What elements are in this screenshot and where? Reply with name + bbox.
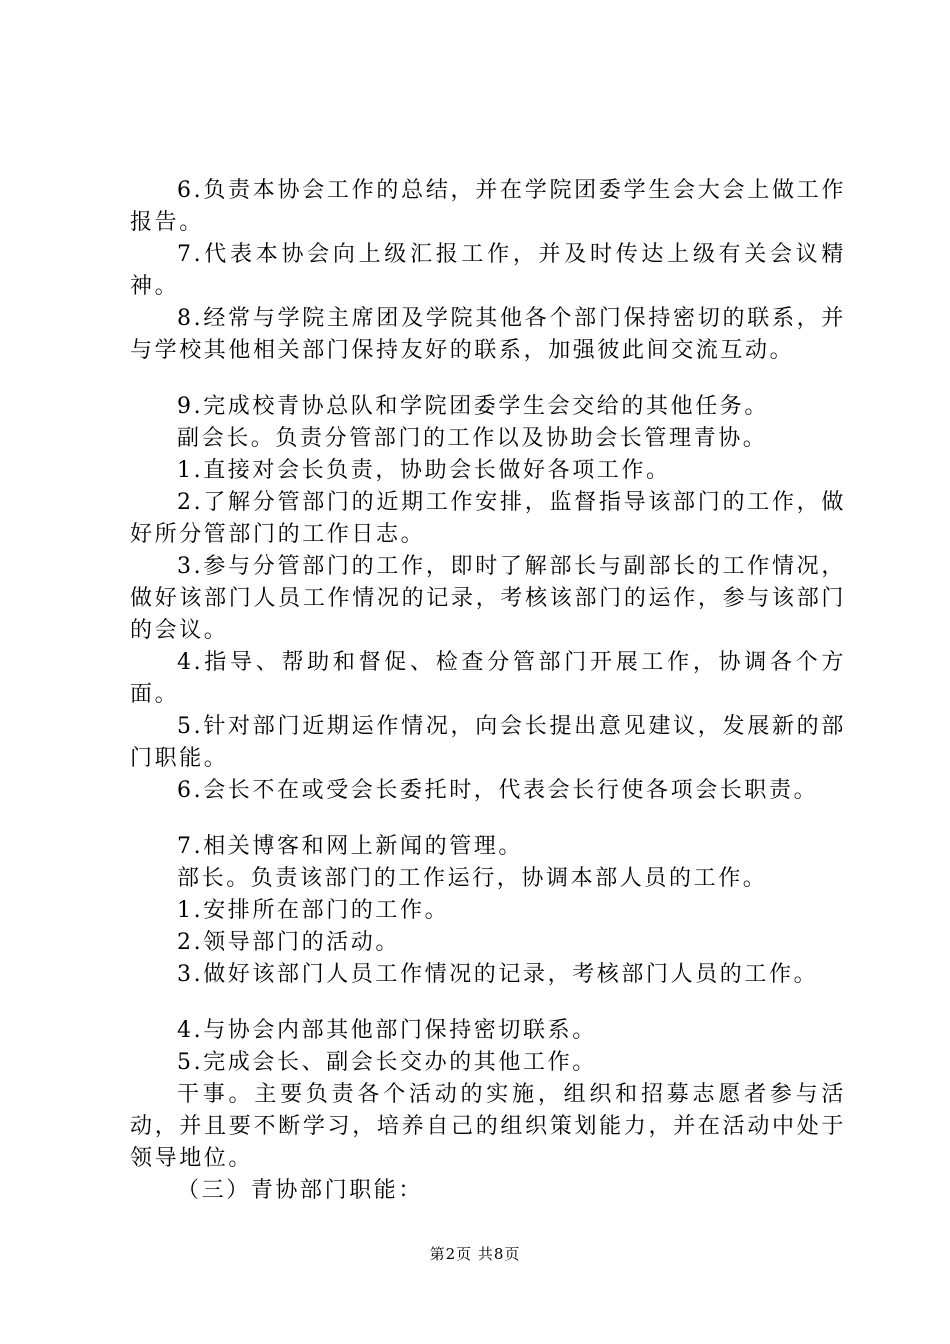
paragraph: 8.经常与学院主席团及学院其他各个部门保持密切的联系，并与学校其他相关部门保持友好的联系，加强彼此间交流互动。 [130, 306, 846, 363]
document-body [130, 175, 846, 1207]
paragraph: 9.完成校青协总队和学院团委学生会交给的其他任务。 [177, 394, 769, 419]
paragraph: （三）青协部门职能： [177, 1178, 424, 1203]
paragraph: 2.了解分管部门的近期工作安排，监督指导该部门的工作，做好所分管部门的工作日志。 [130, 490, 846, 547]
page-number-footer: 第2页 共8页 [429, 1245, 521, 1263]
paragraph: 7.相关博客和网上新闻的管理。 [177, 834, 523, 859]
paragraph: 部长。负责该部门的工作运行，协调本部人员的工作。 [177, 866, 768, 891]
paragraph: 1.安排所在部门的工作。 [177, 898, 450, 923]
paragraph-gap [130, 367, 846, 391]
paragraph-gap [130, 991, 846, 1015]
paragraph: 4.与协会内部其他部门保持密切联系。 [177, 1018, 597, 1043]
paragraph: 6.负责本协会工作的总结，并在学院团委学生会大会上做工作报告。 [130, 178, 846, 235]
paragraph: 5.完成会长、副会长交办的其他工作。 [177, 1050, 597, 1075]
paragraph: 4.指导、帮助和督促、检查分管部门开展工作，协调各个方面。 [130, 650, 846, 707]
paragraph: 副会长。负责分管部门的工作以及协助会长管理青协。 [177, 426, 768, 451]
paragraph: 5.针对部门近期运作情况，向会长提出意见建议，发展新的部门职能。 [130, 714, 846, 771]
paragraph: 2.领导部门的活动。 [177, 930, 400, 955]
paragraph: 6.会长不在或受会长委托时，代表会长行使各项会长职责。 [177, 778, 819, 803]
paragraph: 7.代表本协会向上级汇报工作，并及时传达上级有关会议精神。 [130, 242, 846, 299]
paragraph: 干事。主要负责各个活动的实施，组织和招募志愿者参与活动，并且要不断学习，培养自己的组织策划能力，并在活动中处于领导地位。 [130, 1082, 846, 1171]
paragraph: 1.直接对会长负责，协助会长做好各项工作。 [177, 458, 671, 483]
paragraph: 3.做好该部门人员工作情况的记录，考核部门人员的工作。 [177, 962, 819, 987]
paragraph-gap [130, 807, 846, 831]
paragraph: 3.参与分管部门的工作，即时了解部长与副部长的工作情况，做好该部门人员工作情况的记录，考核该部门的运作，参与该部门的会议。 [130, 554, 846, 643]
